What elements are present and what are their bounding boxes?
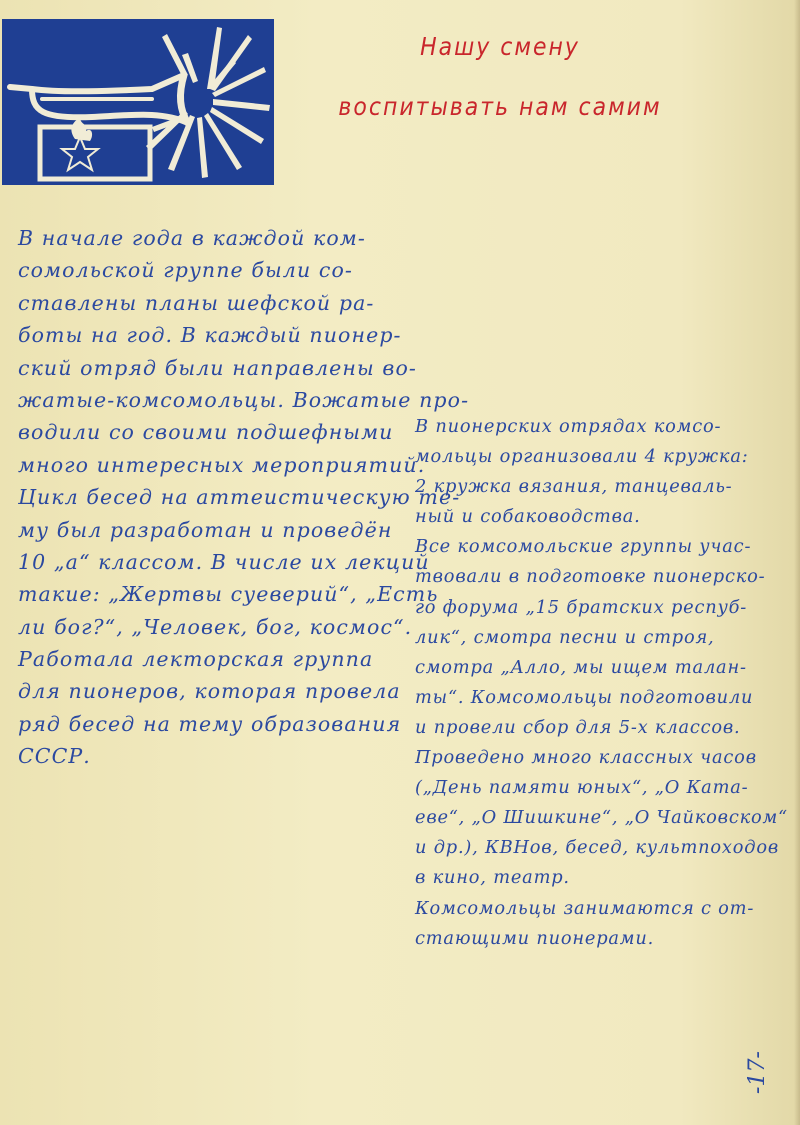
text-line: и провели сбор для 5-х классов. [415,716,741,738]
text-line: 10 „а“ классом. В числе их лекций [18,549,430,574]
text-line: мольцы организовали 4 кружка: [415,446,749,468]
text-line: СССР. [18,744,91,769]
left-text-column [18,222,469,773]
text-line: боты на год. В каждый пионер- [18,323,402,348]
page-title-line2: воспитывать нам самим [338,93,662,122]
text-line: ряд бесед на тему образования [18,711,402,736]
text-line: В начале года в каждой ком- [18,226,366,250]
right-text-column [415,412,788,954]
page-title-line1: Нашу смену [420,33,580,62]
text-line: жатые-комсомольцы. Вожатые про- [18,387,470,412]
text-line: („День памяти юных“, „О Ката- [415,777,749,799]
text-line: ты“. Комсомольцы подготовили [415,686,754,708]
text-line: В пионерских отрядах комсо- [415,416,722,437]
text-line: в кино, театр. [415,867,570,889]
text-line: такие: „Жертвы суеверий“, „Есть [18,582,439,607]
text-line: водили со своими подшефными [18,420,394,445]
text-line: 2 кружка вязания, танцеваль- [415,476,733,498]
text-line: Проведено много классных часов [415,747,757,769]
text-line: му был разработан и проведён [18,517,393,542]
text-line: еве“, „О Шишкине“, „О Чайковском“ [415,807,788,829]
text-line: Работала лекторская группа [18,647,374,672]
text-line: сомольской группе были со- [18,258,353,283]
text-line: и др.), КВНов, бесед, культпоходов [415,837,779,859]
text-line: го форума „15 братских респуб- [415,596,748,618]
text-line: для пионеров, которая провела [18,679,401,704]
text-line: ный и собаководства. [415,506,641,528]
pioneer-emblem [2,19,274,185]
text-line: твовали в подготовке пионерско- [415,566,766,588]
page-number: -17- [744,1051,770,1094]
text-line: лик“, смотра песни и строя, [415,626,715,648]
text-line: Цикл бесед на аттеистическую те- [18,485,461,510]
text-line: много интересных мероприятий. [18,452,426,477]
text-line: ли бог?“, „Человек, бог, космос“. [18,614,413,639]
text-line: ставлены планы шефской ра- [18,290,375,315]
text-line: Все комсомольские группы учас- [415,536,752,558]
text-line: Комсомольцы занимаются с от- [415,897,755,919]
text-line: ский отряд были направлены во- [18,355,417,380]
text-line: стающими пионерами. [415,927,655,949]
text-line: смотра „Алло, мы ищем талан- [415,656,747,678]
